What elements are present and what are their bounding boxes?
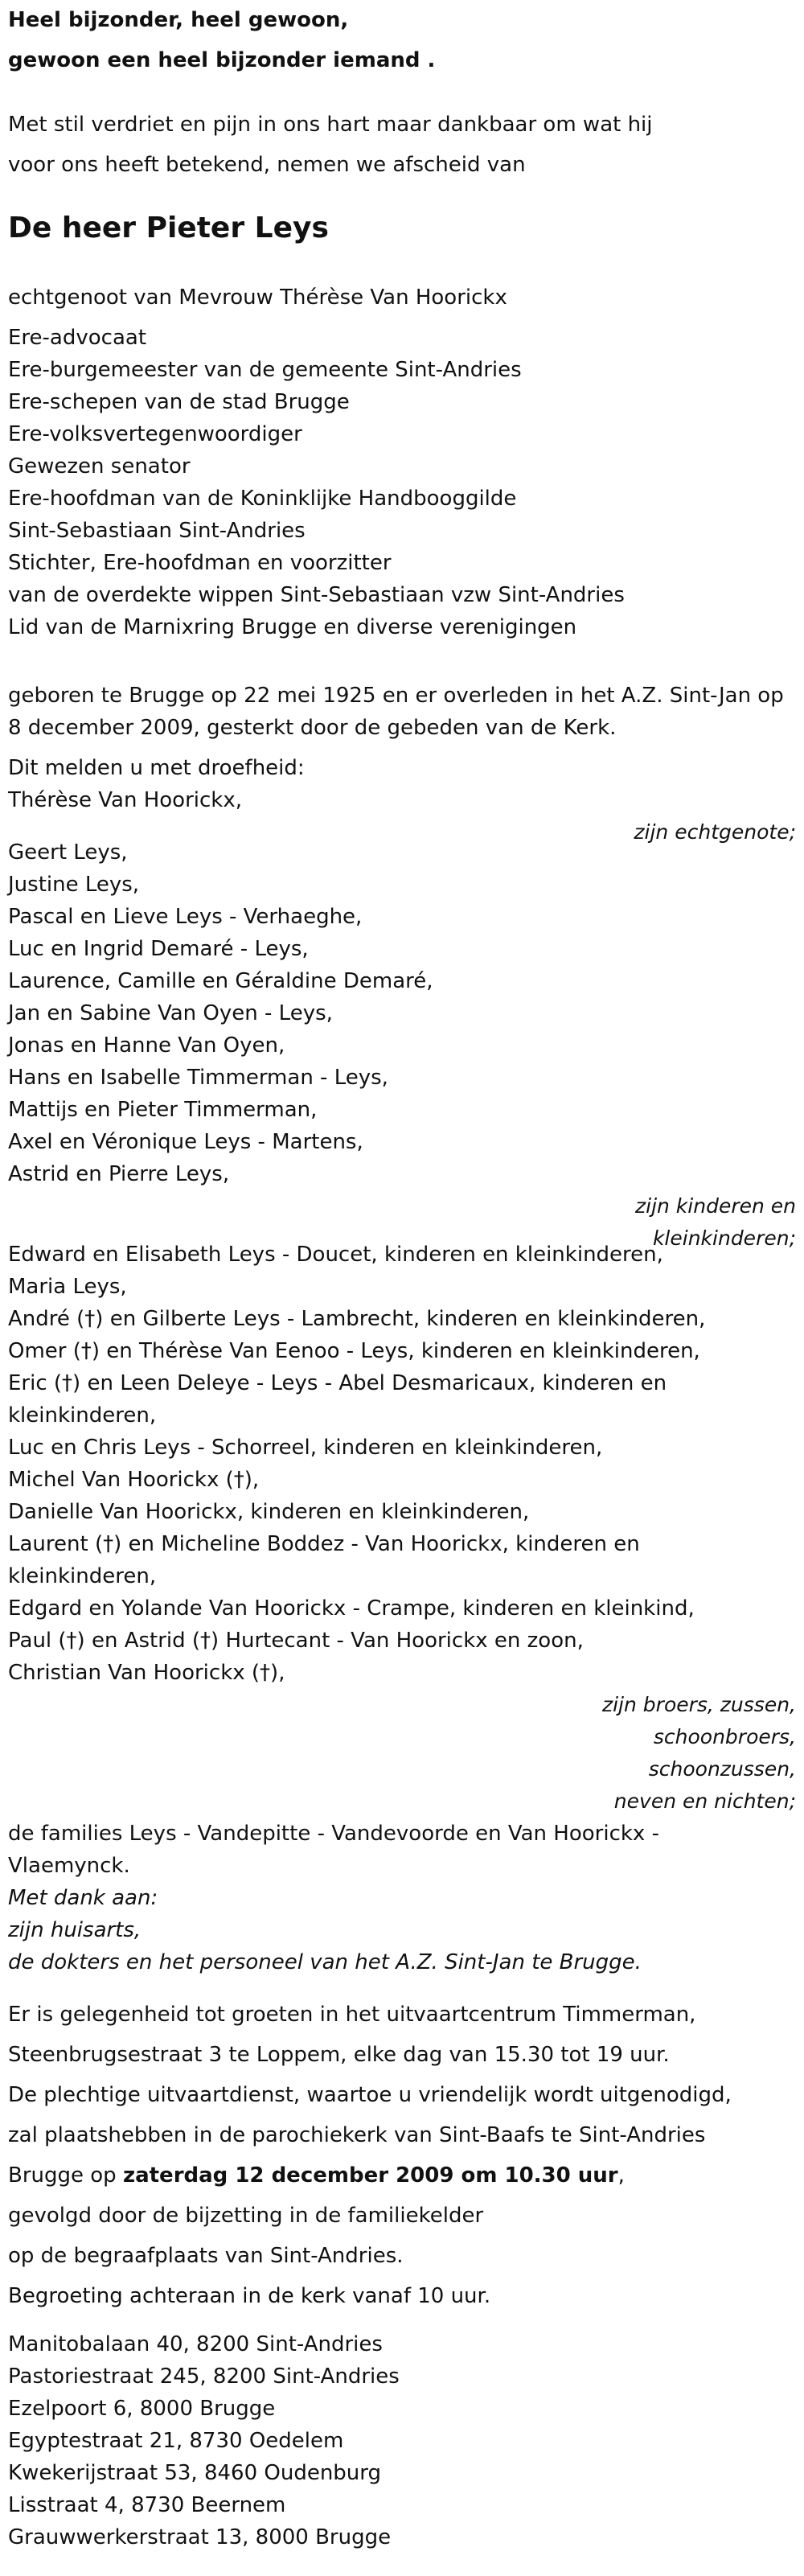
- role-children: kleinkinderen;: [652, 1226, 796, 1250]
- child-item: Justine Leys,: [8, 873, 140, 897]
- announce-line: Thérèse Van Hoorickx,: [8, 788, 243, 812]
- child-item: Axel en Véronique Leys - Martens,: [8, 1130, 363, 1154]
- sibling-item: Maria Leys,: [8, 1275, 127, 1299]
- funeral-line: gevolgd door de bijzetting in de familiekelder: [8, 2204, 484, 2228]
- announce-line: Dit melden u met droefheid:: [8, 756, 305, 780]
- role-siblings: neven en nichten;: [613, 1789, 796, 1813]
- role-siblings: schoonbroers,: [653, 1725, 796, 1748]
- child-item: Luc en Ingrid Demaré - Leys,: [8, 937, 309, 961]
- child-item: Jan en Sabine Van Oyen - Leys,: [8, 1001, 333, 1025]
- title-item: Lid van de Marnixring Brugge en diverse verenigingen: [8, 615, 577, 639]
- date-prefix: Brugge op: [8, 2163, 123, 2188]
- funeral-line: De plechtige uitvaartdienst, waartoe u vriendelijk wordt uitgenodigd,: [8, 2083, 732, 2107]
- spouse-line: [8, 281, 796, 314]
- child-item: Pascal en Lieve Leys - Verhaeghe,: [8, 905, 363, 929]
- sibling-item: Edgard en Yolande Van Hoorickx - Crampe, kinderen en kleinkind,: [8, 1596, 695, 1621]
- sibling-item: Christian Van Hoorickx (†),: [8, 1661, 285, 1685]
- announcement: [8, 752, 796, 848]
- address-item: Pastoriestraat 245, 8200 Sint-Andries: [8, 2364, 400, 2389]
- children-list: [8, 836, 796, 1255]
- funeral-line: op de begraafplaats van Sint-Andries.: [8, 2244, 404, 2268]
- preamble-line: voor ons heeft betekend, nemen we afscheid van: [8, 153, 526, 177]
- families-line: Vlaemynck.: [8, 1854, 130, 1878]
- sibling-item: kleinkinderen,: [8, 1564, 157, 1588]
- title-item: Ere-schepen van de stad Brugge: [8, 390, 350, 414]
- funeral-line: Er is gelegenheid tot groeten in het uitvaartcentrum Timmerman,: [8, 2003, 696, 2027]
- thanks-line: zijn huisarts,: [8, 1918, 142, 1942]
- title-item: Ere-volksvertegenwoordiger: [8, 422, 302, 446]
- address-item: Egyptestraat 21, 8730 Oedelem: [8, 2429, 344, 2453]
- preamble: [8, 105, 796, 185]
- title-item: van de overdekte wippen Sint-Sebastiaan vzw Sint-Andries: [8, 583, 625, 607]
- child-item: Jonas en Hanne Van Oyen,: [8, 1033, 285, 1058]
- thanks: [8, 1882, 796, 1978]
- intro-verse: [8, 0, 796, 80]
- titles-list: [8, 322, 796, 643]
- address-item: Kwekerijstraat 53, 8460 Oudenburg: [8, 2461, 382, 2485]
- address-item: Ezelpoort 6, 8000 Brugge: [8, 2397, 276, 2421]
- title-item: Gewezen senator: [8, 454, 191, 479]
- sibling-item: André (†) en Gilberte Leys - Lambrecht, kinderen en kleinkinderen,: [8, 1307, 706, 1331]
- funeral-line: zal plaatshebben in de parochiekerk van Sint-Baafs te Sint-Andries: [8, 2123, 706, 2147]
- sibling-item: Michel Van Hoorickx (†),: [8, 1468, 260, 1492]
- intro-line: Heel bijzonder, heel gewoon,: [8, 8, 349, 32]
- role-spouse: zijn echtgenote;: [634, 820, 796, 844]
- address-item: Lisstraat 4, 8730 Beernem: [8, 2493, 286, 2517]
- title-item: Stichter, Ere-hoofdman en voorzitter: [8, 551, 392, 575]
- sibling-item: Edward en Elisabeth Leys - Doucet, kinderen en kleinkinderen,: [8, 1243, 663, 1267]
- child-item: Hans en Isabelle Timmerman - Leys,: [8, 1066, 388, 1090]
- title-item: Ere-burgemeester van de gemeente Sint-Andries: [8, 358, 522, 382]
- address-item: Manitobalaan 40, 8200 Sint-Andries: [8, 2332, 383, 2356]
- funeral-details: [8, 1995, 796, 2316]
- preamble-line: Met stil verdriet en pijn in ons hart maar dankbaar om wat hij: [8, 113, 653, 137]
- title-item: Sint-Sebastiaan Sint-Andries: [8, 519, 306, 543]
- child-item: Geert Leys,: [8, 840, 128, 865]
- families: [8, 1818, 796, 1882]
- name-heading: De heer Pieter Leys: [8, 212, 329, 244]
- sibling-item: Eric (†) en Leen Deleye - Leys - Abel Desmaricaux, kinderen en: [8, 1371, 667, 1395]
- sibling-item: kleinkinderen,: [8, 1403, 157, 1428]
- addresses-list: [8, 2328, 796, 2553]
- siblings-list: [8, 1239, 796, 1818]
- date-suffix: ,: [617, 2163, 625, 2188]
- birth-line: geboren te Brugge op 22 mei 1925 en er overleden in het A.Z. Sint-Jan op: [8, 684, 784, 708]
- sibling-item: Danielle Van Hoorickx, kinderen en kleinkinderen,: [8, 1500, 530, 1524]
- spouse-text: echtgenoot van Mevrouw Thérèse Van Hoorickx: [8, 286, 507, 310]
- title-item: Ere-advocaat: [8, 326, 147, 350]
- child-item: Astrid en Pierre Leys,: [8, 1162, 230, 1186]
- funeral-date-line: [8, 2155, 796, 2196]
- child-item: Laurence, Camille en Géraldine Demaré,: [8, 969, 433, 993]
- birth-death: [8, 680, 796, 744]
- title-item: Ere-hoofdman van de Koninklijke Handbooggilde: [8, 487, 517, 511]
- child-item: Mattijs en Pieter Timmerman,: [8, 1098, 318, 1122]
- thanks-line: de dokters en het personeel van het A.Z. Sint-Jan te Brugge.: [8, 1950, 642, 1974]
- funeral-date: zaterdag 12 december 2009 om 10.30 uur: [122, 2163, 618, 2188]
- sibling-item: Laurent (†) en Micheline Boddez - Van Hoorickx, kinderen en: [8, 1532, 640, 1556]
- funeral-line: Steenbrugsestraat 3 te Loppem, elke dag van 15.30 tot 19 uur.: [8, 2043, 670, 2067]
- address-item: Grauwwerkerstraat 13, 8000 Brugge: [8, 2525, 392, 2549]
- thanks-line: Met dank aan:: [8, 1886, 158, 1910]
- funeral-line: Begroeting achteraan in de kerk vanaf 10 uur.: [8, 2284, 491, 2308]
- birth-line: 8 december 2009, gesterkt door de gebeden van de Kerk.: [8, 716, 617, 740]
- intro-line: gewoon een heel bijzonder iemand .: [8, 48, 436, 72]
- sibling-item: Luc en Chris Leys - Schorreel, kinderen en kleinkinderen,: [8, 1436, 603, 1460]
- sibling-item: Paul (†) en Astrid (†) Hurtecant - Van Hoorickx en zoon,: [8, 1629, 584, 1653]
- sibling-item: Omer (†) en Thérèse Van Eenoo - Leys, kinderen en kleinkinderen,: [8, 1339, 700, 1363]
- role-siblings: zijn broers, zussen,: [601, 1693, 796, 1716]
- families-line: de families Leys - Vandepitte - Vandevoorde en Van Hoorickx -: [8, 1822, 659, 1846]
- role-children: zijn kinderen en: [635, 1194, 796, 1218]
- deceased-name: [8, 206, 796, 251]
- role-siblings: schoonzussen,: [648, 1757, 796, 1781]
